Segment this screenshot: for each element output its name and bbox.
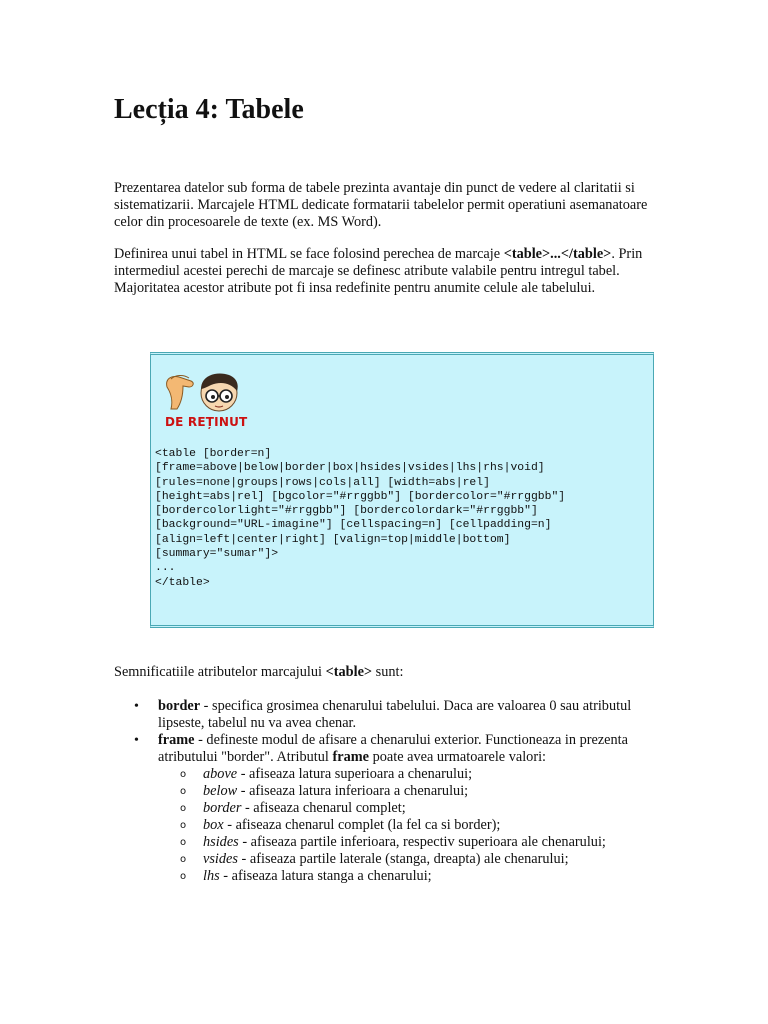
attribute-description: poate avea urmatoarele valori: [369, 749, 547, 765]
list-item [158, 834, 662, 851]
sub-bullet: o [180, 786, 187, 797]
value-term: lhs [203, 868, 220, 884]
list-item [158, 800, 662, 817]
value-text: - afiseaza chenarul complet; [241, 800, 406, 816]
value-term: vsides [203, 851, 238, 867]
attribute-name-inline: frame [332, 749, 369, 765]
sub-bullet: o [180, 820, 187, 831]
attribute-name: frame [158, 732, 195, 748]
attribute-description: - defineste modul de afisare a chenarului exterior. Functioneaza in prezenta atributului "border". Atributul [158, 732, 628, 765]
value-term: below [203, 783, 238, 799]
paragraph-text: Semnificatiile atributelor marcajului [114, 664, 326, 680]
thinking-person-icon [161, 365, 251, 415]
value-text: - afiseaza partile inferioara, respectiv superioara ale chenarului; [238, 834, 606, 850]
page-title: Lecția 4: Tabele [114, 94, 304, 125]
intro-paragraph: Prezentarea datelor sub forma de tabele prezinta avantaje din punct de vedere al claritatii si sistematizarii. Marcajele HTML dedicate formatarii tabelelor permit operatiuni asemanatoare celor din procesoarele de texte (ex. MS Word). [114, 180, 648, 230]
frame-values-list [158, 766, 662, 885]
table-definition-paragraph [114, 246, 662, 297]
attribute-name: border [158, 698, 201, 714]
value-text: - afiseaza latura inferioara a chenarului; [237, 783, 469, 799]
table-tag-pair: <table>...</table> [503, 246, 612, 262]
sub-bullet: o [180, 803, 187, 814]
list-item-frame [114, 732, 662, 885]
list-item-border [114, 698, 662, 732]
value-text: - afiseaza latura superioara a chenarului; [237, 766, 473, 782]
value-term: box [203, 817, 224, 833]
sub-bullet: o [180, 837, 187, 848]
value-text: - afiseaza partile laterale (stanga, dreapta) ale chenarului; [237, 851, 569, 867]
attributes-intro [114, 664, 662, 681]
value-text: - afiseaza latura stanga a chenarului; [219, 868, 432, 884]
note-box [150, 352, 654, 628]
list-item [158, 851, 662, 868]
attribute-description: - specifica grosimea chenarului tabelului. Daca are valoarea 0 sau atributul lipseste, tabelul nu va avea chenar. [158, 698, 632, 731]
paragraph-text: . Prin intermediul acestei perechi de marcaje se definesc atribute valabile pentru intregul tabel. Majoritatea acestor atribute pot fi insa redefinite pentru anumite celule ale tabelului. [114, 246, 643, 296]
paragraph-text: sunt: [372, 664, 404, 680]
paragraph-text: Definirea unui tabel in HTML se face folosind perechea de marcaje [114, 246, 504, 262]
attributes-list [114, 698, 662, 885]
value-term: hsides [203, 834, 239, 850]
sub-bullet: o [180, 871, 187, 882]
value-term: border [203, 800, 242, 816]
list-item [158, 868, 662, 885]
list-item [158, 783, 662, 800]
value-text: - afiseaza chenarul complet (la fel ca si border); [223, 817, 501, 833]
sub-bullet: o [180, 769, 187, 780]
table-syntax-code: <table [border=n] [frame=above|below|border|box|hsides|vsides|lhs|rhs|void] [rules=none|groups|rows|cols|all] [width=abs|rel] [height=abs|rel] [bgcolor="#rrggbb"] [bordercolor="#rrggbb"] [bordercolorlight="#rrggbb"] [bordercolordark="#rrggbb"] [background="URL-imagine"] [cellspacing=n] [cellpadding=n] [align=left|center|right] [valign=top|middle|bottom] [summary="sumar"]> ... </table> [155, 448, 566, 589]
list-item [158, 766, 662, 783]
list-item [158, 817, 662, 834]
value-term: above [203, 766, 238, 782]
note-label: DE REȚINUT [165, 415, 248, 429]
sub-bullet: o [180, 854, 187, 865]
table-tag: <table> [325, 664, 373, 680]
